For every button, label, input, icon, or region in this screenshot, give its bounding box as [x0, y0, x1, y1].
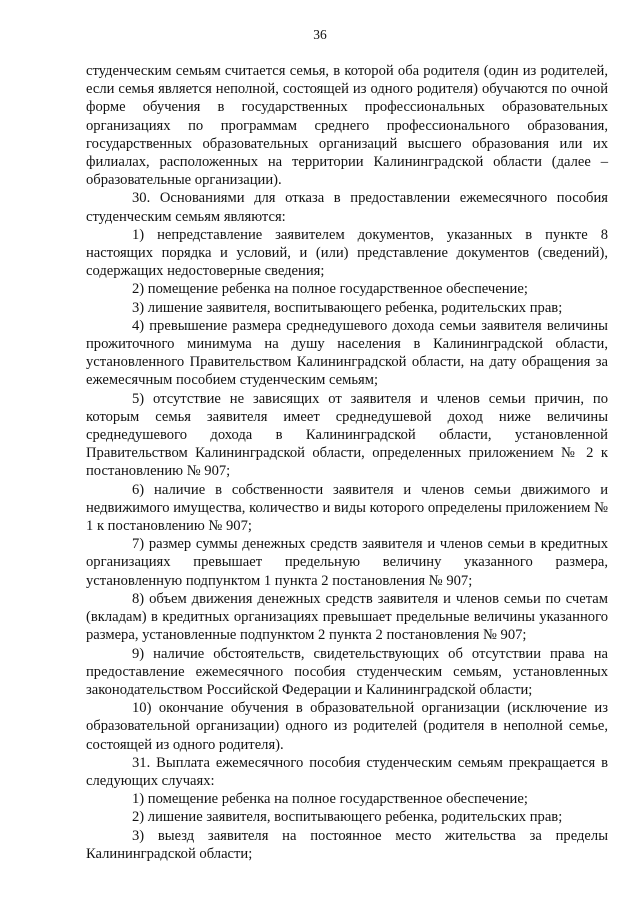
paragraph-clause-30: 30. Основаниями для отказа в предоставлении ежемесячного пособия студенческим семьям являются:	[86, 190, 608, 225]
list-item-30-10: 10) окончание обучения в образовательной организации (исключение из образовательной организации) одного из родителей (родителя в неполной семье, состоящей из одного родителя).	[86, 700, 608, 753]
list-item-30-7: 7) размер суммы денежных средств заявителя и членов семьи в кредитных организациях превышает предельную величину указанного размера, установленную подпунктом 1 пункта 2 постановления № 907;	[86, 536, 608, 589]
list-item-30-3: 3) лишение заявителя, воспитывающего ребенка, родительских прав;	[132, 299, 563, 316]
list-item-30-8: 8) объем движения денежных средств заявителя и членов семьи по счетам (вкладам) в кредитных организациях превышает предельные величины указанного размера, установленные подпунктом 2 пункта 2 постановления № 907;	[86, 590, 608, 644]
list-item-30-2: 2) помещение ребенка на полное государственное обеспечение;	[132, 281, 528, 298]
page-number: 36	[313, 27, 327, 42]
list-item-30-6: 6) наличие в собственности заявителя и членов семьи движимого и недвижимого имущества, количество и виды которого определены приложением № 1 к постановлению № 907;	[86, 481, 608, 535]
paragraph-clause-31: 31. Выплата ежемесячного пособия студенческим семьям прекращается в следующих случаях:	[86, 754, 608, 789]
paragraph-continuation: студенческим семьям считается семья, в которой оба родителя (один из родителей, если семья является неполной, состоящей из одного родителя) обучаются по очной форме обучения в государственных профессиональных образовательных организациях по программам среднего профессионального образования, государственных образовательных организаций высшего образования или их филиалах, расположенных на территории Калининградской области (далее – образовательные организации).	[86, 63, 608, 189]
list-item-31-2: 2) лишение заявителя, воспитывающего ребенка, родительских прав;	[132, 809, 563, 826]
list-item-30-5: 5) отсутствие не зависящих от заявителя и членов семьи причин, по которым семья заявителя имеет среднедушевой доход ниже величины среднедушевого дохода в Калининградской области, установленной Правительством Калининградской области, определенных приложением № 2 к постановлению № 907;	[86, 390, 608, 480]
list-item-30-1: 1) непредставление заявителем документов, указанных в пункте 8 настоящих порядка и условий, и (или) представление документов (сведений), содержащих недостоверные сведения;	[86, 226, 608, 280]
document-body	[86, 62, 608, 863]
list-item-31-1: 1) помещение ребенка на полное государственное обеспечение;	[132, 791, 528, 808]
list-item-30-9: 9) наличие обстоятельств, свидетельствующих об отсутствии права на предоставление ежемесячного пособия студенческим семьям, установленных законодательством Российской Федерации и Калининградской области;	[86, 645, 608, 698]
list-item-30-4: 4) превышение размера среднедушевого дохода семьи заявителя величины прожиточного минимума на душу населения в Калининградской области, установленного Правительством Калининградской области, на дату обращения за ежемесячным пособием студенческим семьям;	[86, 317, 608, 389]
list-item-31-3: 3) выезд заявителя на постоянное место жительства за пределы Калининградской области;	[86, 827, 608, 862]
